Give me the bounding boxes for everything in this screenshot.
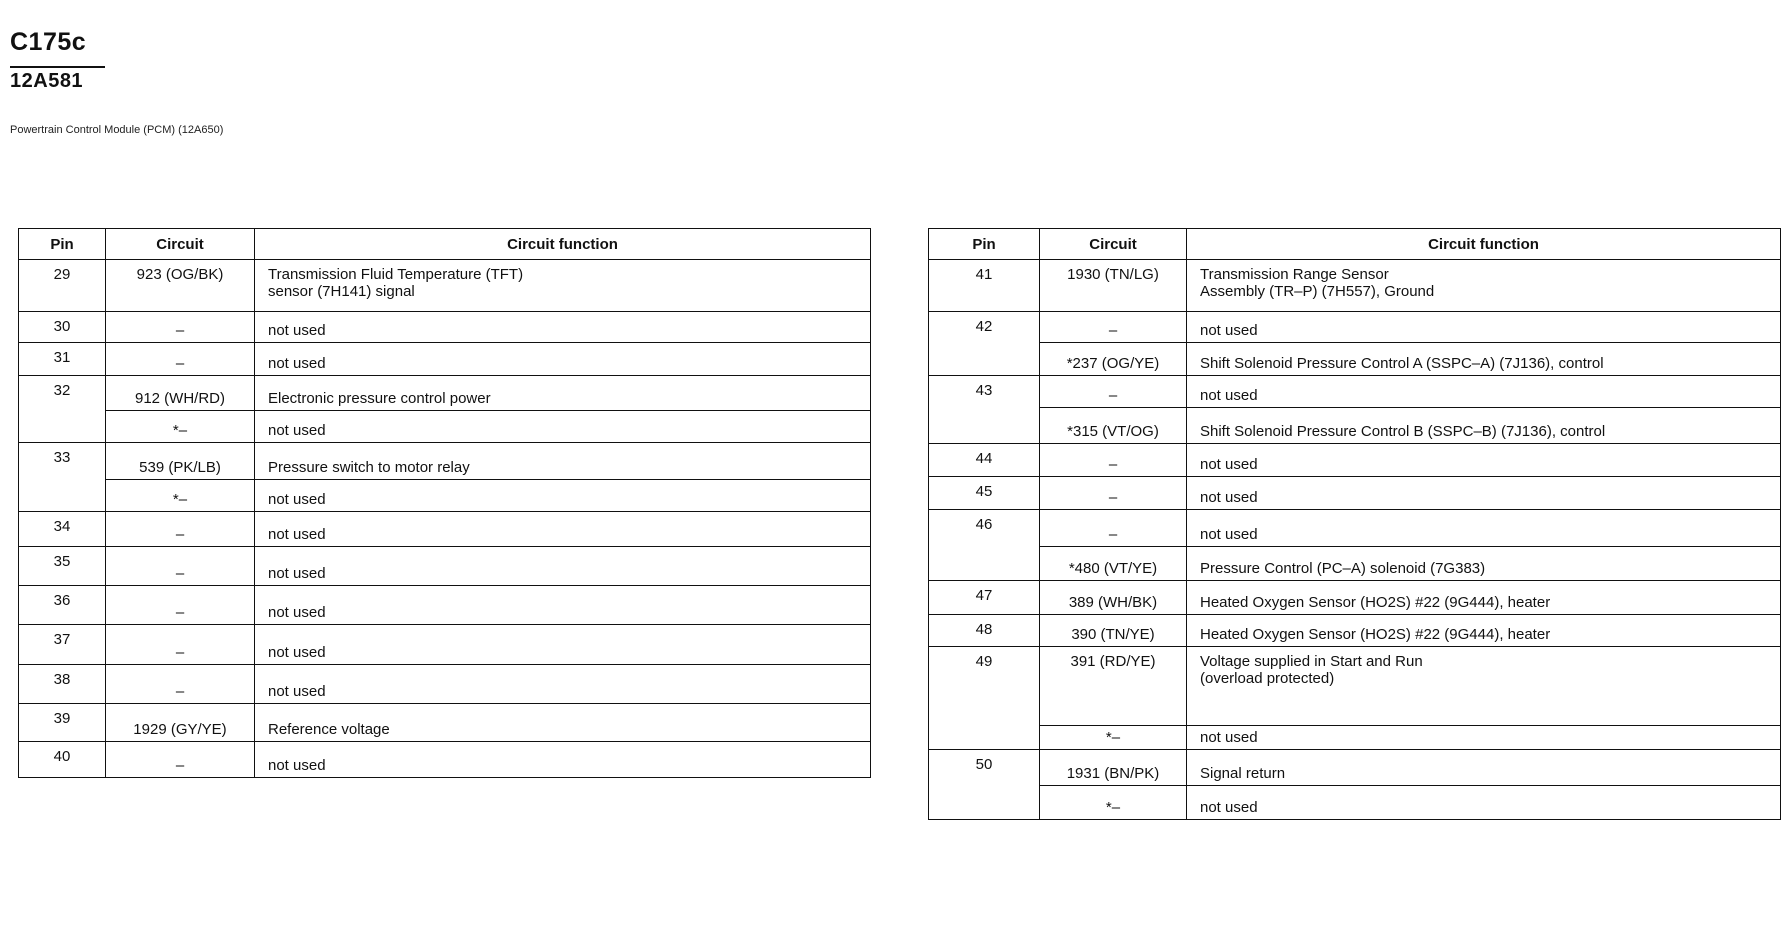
function-cell: Pressure Control (PC–A) solenoid (7G383)	[1187, 547, 1781, 581]
pin-cell: 46	[929, 510, 1040, 581]
circuit-cell: –	[106, 625, 255, 665]
pin-table-left	[18, 228, 871, 778]
function-cell: not used	[255, 343, 871, 376]
function-cell: not used	[255, 512, 871, 547]
pin-column-header: Pin	[929, 229, 1040, 260]
pin-cell: 40	[19, 742, 106, 778]
part-number: 12A581	[10, 70, 84, 92]
function-cell	[255, 260, 871, 312]
table-row	[929, 615, 1781, 647]
circuit-cell: *237 (OG/YE)	[1040, 343, 1187, 376]
table-row	[929, 260, 1781, 312]
pin-cell: 35	[19, 547, 106, 586]
pin-cell: 43	[929, 376, 1040, 444]
function-cell: not used	[255, 665, 871, 704]
table-row	[19, 480, 871, 512]
function-cell: not used	[1187, 444, 1781, 477]
function-cell	[1187, 647, 1781, 726]
circuit-cell: –	[106, 742, 255, 778]
circuit-cell: *–	[1040, 726, 1187, 750]
circuit-cell: –	[106, 547, 255, 586]
function-cell: Pressure switch to motor relay	[255, 443, 871, 480]
function-cell: Heated Oxygen Sensor (HO2S) #22 (9G444), heater	[1187, 581, 1781, 615]
table-row	[19, 547, 871, 586]
table-row	[19, 343, 871, 376]
table-row	[19, 312, 871, 343]
table-row	[929, 750, 1781, 786]
table-header-row	[929, 229, 1781, 260]
circuit-cell: –	[1040, 312, 1187, 343]
function-cell: not used	[1187, 726, 1781, 750]
function-cell: not used	[1187, 312, 1781, 343]
function-cell: Shift Solenoid Pressure Control B (SSPC–B) (7J136), control	[1187, 408, 1781, 444]
function-cell: not used	[255, 480, 871, 512]
pin-cell: 39	[19, 704, 106, 742]
circuit-cell: 1929 (GY/YE)	[106, 704, 255, 742]
pin-cell: 32	[19, 376, 106, 443]
circuit-cell: *–	[106, 411, 255, 443]
circuit-cell: *–	[1040, 786, 1187, 820]
circuit-cell: 391 (RD/YE)	[1040, 647, 1187, 726]
function-cell: not used	[1187, 477, 1781, 510]
function-column-header: Circuit function	[255, 229, 871, 260]
circuit-cell: –	[1040, 477, 1187, 510]
pin-cell: 33	[19, 443, 106, 512]
pin-cell: 50	[929, 750, 1040, 820]
function-cell: Signal return	[1187, 750, 1781, 786]
function-cell: Shift Solenoid Pressure Control A (SSPC–A) (7J136), control	[1187, 343, 1781, 376]
pin-cell: 31	[19, 343, 106, 376]
pin-cell: 30	[19, 312, 106, 343]
function-cell: not used	[255, 312, 871, 343]
circuit-cell: 390 (TN/YE)	[1040, 615, 1187, 647]
function-cell: not used	[1187, 510, 1781, 547]
circuit-cell: 1930 (TN/LG)	[1040, 260, 1187, 312]
table-row	[19, 260, 871, 312]
circuit-cell: 1931 (BN/PK)	[1040, 750, 1187, 786]
pin-cell: 44	[929, 444, 1040, 477]
table-row	[19, 586, 871, 625]
pin-cell: 48	[929, 615, 1040, 647]
circuit-column-header: Circuit	[1040, 229, 1187, 260]
table-row	[929, 343, 1781, 376]
function-line: Transmission Range Sensor	[1200, 266, 1389, 283]
pin-cell: 41	[929, 260, 1040, 312]
table-row	[929, 647, 1781, 726]
connector-title: C175c	[10, 28, 87, 56]
circuit-cell: *–	[106, 480, 255, 512]
circuit-cell: –	[106, 312, 255, 343]
table-row	[929, 581, 1781, 615]
table-row	[929, 510, 1781, 547]
table-row	[929, 477, 1781, 510]
table-row	[19, 704, 871, 742]
circuit-cell: 389 (WH/BK)	[1040, 581, 1187, 615]
function-line: Assembly (TR–P) (7H557), Ground	[1200, 283, 1435, 300]
pin-cell: 42	[929, 312, 1040, 376]
circuit-column-header: Circuit	[106, 229, 255, 260]
function-line: Transmission Fluid Temperature (TFT)	[268, 266, 524, 283]
table-row	[19, 443, 871, 480]
function-cell: not used	[255, 742, 871, 778]
function-cell	[1187, 260, 1781, 312]
circuit-cell: –	[1040, 376, 1187, 408]
circuit-cell: 912 (WH/RD)	[106, 376, 255, 411]
circuit-cell: *315 (VT/OG)	[1040, 408, 1187, 444]
circuit-cell: –	[1040, 510, 1187, 547]
circuit-cell: –	[1040, 444, 1187, 477]
table-row	[929, 312, 1781, 343]
function-cell: not used	[255, 586, 871, 625]
module-description: Powertrain Control Module (PCM) (12A650)	[10, 124, 224, 136]
circuit-cell: –	[106, 665, 255, 704]
circuit-cell: *480 (VT/YE)	[1040, 547, 1187, 581]
function-cell: not used	[1187, 376, 1781, 408]
function-cell: not used	[255, 625, 871, 665]
pin-table-right	[928, 228, 1781, 820]
pin-cell: 29	[19, 260, 106, 312]
pin-column-header: Pin	[19, 229, 106, 260]
circuit-cell: –	[106, 512, 255, 547]
pin-cell: 37	[19, 625, 106, 665]
table-row	[19, 742, 871, 778]
table-row	[19, 512, 871, 547]
table-row	[19, 411, 871, 443]
function-cell: Reference voltage	[255, 704, 871, 742]
circuit-cell: –	[106, 343, 255, 376]
table-row	[929, 408, 1781, 444]
pin-cell: 34	[19, 512, 106, 547]
table-row	[929, 726, 1781, 750]
pin-cell: 36	[19, 586, 106, 625]
table-row	[19, 665, 871, 704]
pin-cell: 47	[929, 581, 1040, 615]
function-cell: not used	[255, 547, 871, 586]
function-cell: Electronic pressure control power	[255, 376, 871, 411]
table-row	[929, 376, 1781, 408]
table-row	[929, 786, 1781, 820]
function-cell: not used	[255, 411, 871, 443]
circuit-cell: –	[106, 586, 255, 625]
circuit-cell: 923 (OG/BK)	[106, 260, 255, 312]
pin-cell: 38	[19, 665, 106, 704]
circuit-cell: 539 (PK/LB)	[106, 443, 255, 480]
pin-cell: 45	[929, 477, 1040, 510]
table-row	[929, 444, 1781, 477]
function-line: (overload protected)	[1200, 670, 1335, 687]
title-underline	[10, 66, 105, 68]
function-cell: Heated Oxygen Sensor (HO2S) #22 (9G444), heater	[1187, 615, 1781, 647]
function-line: sensor (7H141) signal	[268, 283, 415, 300]
table-header-row	[19, 229, 871, 260]
table-row	[929, 547, 1781, 581]
table-row	[19, 625, 871, 665]
function-cell: not used	[1187, 786, 1781, 820]
function-column-header: Circuit function	[1187, 229, 1781, 260]
table-row	[19, 376, 871, 411]
pin-cell: 49	[929, 647, 1040, 750]
function-line: Voltage supplied in Start and Run	[1200, 653, 1423, 670]
